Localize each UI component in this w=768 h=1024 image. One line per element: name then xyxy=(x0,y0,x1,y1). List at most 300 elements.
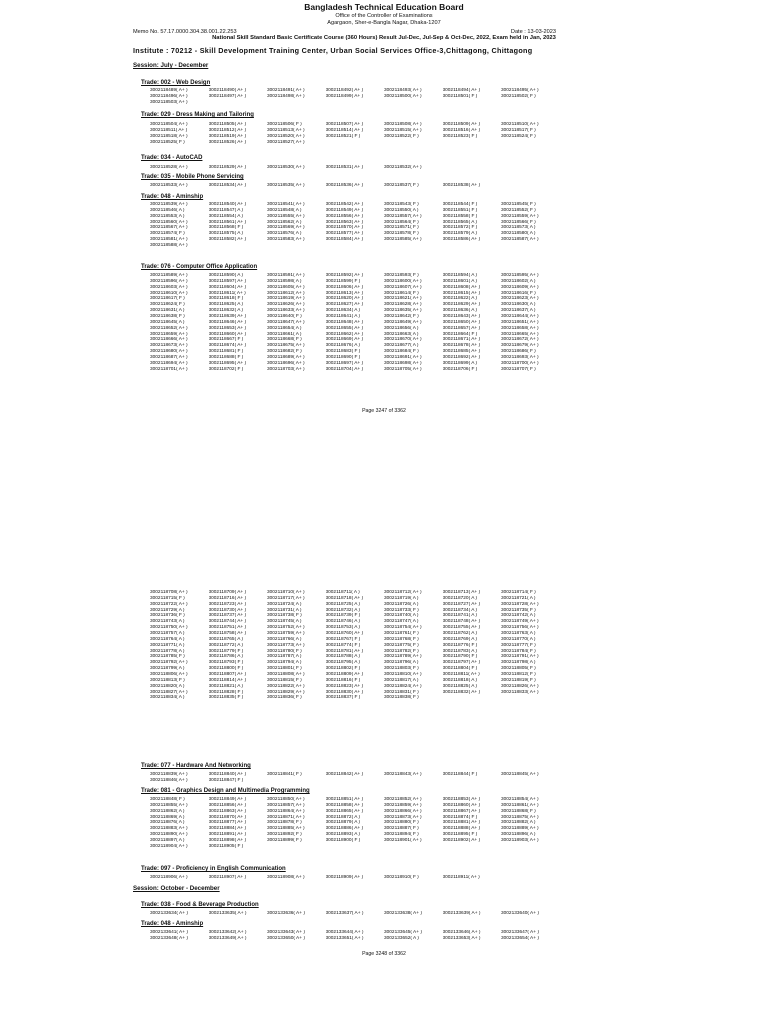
result-entry: 3002118533( A+ ) xyxy=(150,183,188,188)
result-entry: 3002118527( A+ ) xyxy=(267,139,305,145)
result-entry: 3002118570( A+ ) xyxy=(325,225,364,231)
result-entry: 3002118549( A+ ) xyxy=(325,207,364,213)
result-entry: 3002118514( A+ ) xyxy=(325,127,364,133)
trade-heading: Trade: 048 - Aminship xyxy=(141,921,204,927)
result-entry: 3002118684( F ) xyxy=(384,349,419,355)
result-entry: 3002118587( A+ ) xyxy=(501,237,539,243)
result-entry: 3002118701( A+ ) xyxy=(150,366,188,372)
office-line: Office of the Controller of Examinations xyxy=(335,13,433,19)
result-entry: 3002118776( F ) xyxy=(442,642,478,648)
result-entry: 3002133650( A+ ) xyxy=(267,935,305,941)
result-entry: 3002133639( A+ ) xyxy=(442,911,481,916)
result-entry: 3002118534( A+ ) xyxy=(208,183,247,188)
result-grid xyxy=(150,183,620,189)
result-entry: 3002118513( A+ ) xyxy=(267,127,305,133)
result-entry: 3002118567( A+ ) xyxy=(150,225,188,231)
result-entry: 3002118710( A+ ) xyxy=(267,590,305,595)
result-entry: 3002118790( F ) xyxy=(442,654,478,660)
result-entry: 3002118634( A ) xyxy=(325,308,361,314)
result-entry: 3002118879( A ) xyxy=(325,820,361,826)
result-entry: 3002118867( A+ ) xyxy=(442,808,481,814)
institute-line: Institute : 70212 - Skill Development Training Center, Urban Social Services Office-3,Chittagong, Chittagong xyxy=(133,46,533,55)
result-entry: 3002118560( A+ ) xyxy=(150,219,188,225)
result-entry: 3002118588( A+ ) xyxy=(150,243,188,249)
result-entry: 3002118811( A+ ) xyxy=(442,672,480,678)
result-entry: 3002118778( A ) xyxy=(150,648,185,654)
result-entry: 3002118516( A+ ) xyxy=(442,127,481,133)
result-entry: 3002118822( A+ ) xyxy=(267,683,305,689)
result-entry: 3002118633( A+ ) xyxy=(267,308,305,314)
result-entry: 3002118561( A+ ) xyxy=(208,219,247,225)
result-entry: 3002118900( F ) xyxy=(325,838,361,844)
result-entry: 3002118579( A ) xyxy=(442,231,478,237)
result-entry: 3002118553( A ) xyxy=(150,213,185,219)
result-entry: 3002118631( A ) xyxy=(150,308,185,314)
result-entry: 3002118708( A+ ) xyxy=(150,590,188,595)
result-entry: 3002118771( A ) xyxy=(150,642,185,648)
result-entry: 3002118731( A ) xyxy=(267,607,302,613)
trade-heading: Trade: 076 - Computer Office Application xyxy=(141,264,258,270)
result-entry: 3002118849( A+ ) xyxy=(208,797,247,802)
result-entry: 3002118675( A+ ) xyxy=(267,343,305,349)
result-entry: 3002118668( F ) xyxy=(267,337,302,343)
result-grid xyxy=(150,911,620,917)
address-line: Agargaon, Sher-e-Bangla Nagar, Dhaka-1207 xyxy=(327,20,441,26)
result-entry: 3002118546( A ) xyxy=(150,207,185,213)
result-entry: 3002118583( A+ ) xyxy=(267,237,305,243)
result-entry: 3002118627( A+ ) xyxy=(325,302,364,308)
result-entry: 3002118526( A+ ) xyxy=(208,139,247,145)
result-entry: 3002118636( A ) xyxy=(442,308,478,314)
result-entry: 3002118697( A+ ) xyxy=(325,360,364,366)
result-entry: 3002118845( A+ ) xyxy=(501,772,539,777)
result-entry: 3002133646( A+ ) xyxy=(442,930,481,935)
trade-heading: Trade: 077 - Hardware And Networking xyxy=(141,763,251,769)
result-entry: 3002118654( A ) xyxy=(267,325,302,331)
result-entry: 3002118728( A+ ) xyxy=(501,601,539,607)
result-entry: 3002118885( A+ ) xyxy=(267,826,305,832)
result-entry: 3002118698( A+ ) xyxy=(384,360,422,366)
result-entry: 3002118540( A+ ) xyxy=(208,202,247,207)
session-heading: Session: October - December xyxy=(133,885,220,892)
result-entry: 3002118884( A+ ) xyxy=(208,826,247,832)
result-entry: 3002118782( F ) xyxy=(384,648,419,654)
trade-heading: Trade: 081 - Graphics Design and Multimedia Programming xyxy=(141,788,310,794)
result-entry: 3002118818( A ) xyxy=(442,677,478,683)
result-entry: 3002118786( A ) xyxy=(208,654,244,660)
result-entry: 3002118730( A+ ) xyxy=(208,607,247,613)
result-entry: 3002118620( A+ ) xyxy=(325,296,364,302)
result-entry: 3002118817( A ) xyxy=(384,677,419,683)
result-entry: 3002118683( F ) xyxy=(325,349,361,355)
result-entry: 3002118729( A ) xyxy=(150,607,185,613)
result-entry: 3002118875( A+ ) xyxy=(501,814,539,820)
result-entry: 3002118565( A ) xyxy=(442,219,478,225)
result-entry: 3002118607( A+ ) xyxy=(384,284,422,290)
result-entry: 3002118738( F ) xyxy=(267,613,302,619)
result-entry: 3002118895( F ) xyxy=(442,832,478,838)
result-entry: 3002118853( A+ ) xyxy=(442,797,481,802)
result-entry: 3002118688( F ) xyxy=(208,355,244,361)
result-entry: 3002118740( A ) xyxy=(384,613,419,619)
result-entry: 3002133651( A+ ) xyxy=(325,935,364,941)
result-entry: 3002118651( A+ ) xyxy=(501,319,539,325)
result-entry: 3002118585( A+ ) xyxy=(384,237,422,243)
result-entry: 3002118839( A+ ) xyxy=(150,772,188,777)
result-entry: 3002118505( A+ ) xyxy=(208,122,247,127)
result-entry: 3002118504( A+ ) xyxy=(150,122,188,127)
result-entry: 3002118882( A ) xyxy=(501,820,536,826)
result-entry: 3002118720( A ) xyxy=(442,595,478,601)
result-entry: 3002118727( A+ ) xyxy=(442,601,481,607)
result-entry: 3002118787( A ) xyxy=(267,654,302,660)
result-entry: 3002118632( A ) xyxy=(208,308,244,314)
result-grid xyxy=(150,930,620,942)
result-entry: 3002118623( A+ ) xyxy=(501,296,539,302)
result-entry: 3002118866( A+ ) xyxy=(384,808,422,814)
result-entry: 3002118891( A+ ) xyxy=(208,832,247,838)
result-entry: 3002118592( A+ ) xyxy=(325,273,364,278)
result-entry: 3002118719( A ) xyxy=(384,595,419,601)
result-entry: 3002118758( A+ ) xyxy=(208,631,247,637)
result-entry: 3002118872( A ) xyxy=(325,814,361,820)
result-entry: 3002133637( A+ ) xyxy=(325,911,364,916)
result-entry: 3002118691( A+ ) xyxy=(384,355,422,361)
result-entry: 3002118843( A+ ) xyxy=(384,772,422,777)
result-entry: 3002118569( A+ ) xyxy=(267,225,305,231)
result-entry: 3002118824( A+ ) xyxy=(384,683,422,689)
result-entry: 3002118572( F ) xyxy=(442,225,478,231)
result-entry: 3002118820( A ) xyxy=(150,683,185,689)
result-entry: 3002118670( A+ ) xyxy=(384,337,422,343)
result-entry: 3002118687( A+ ) xyxy=(150,355,188,361)
result-entry: 3002118806( A+ ) xyxy=(150,672,188,678)
result-entry: 3002118721( A ) xyxy=(501,595,536,601)
result-entry: 3002118512( A+ ) xyxy=(208,127,247,133)
result-entry: 3002118858( A+ ) xyxy=(325,802,364,808)
result-entry: 3002118763( A ) xyxy=(501,631,536,637)
result-entry: 3002118889( A+ ) xyxy=(501,826,539,832)
result-entry: 3002118604( A+ ) xyxy=(208,284,247,290)
result-entry: 3002118829( A+ ) xyxy=(267,689,305,695)
result-entry: 3002118696( A+ ) xyxy=(267,360,305,366)
result-entry: 3002118883( A+ ) xyxy=(150,826,188,832)
result-entry: 3002118743( A ) xyxy=(150,619,185,625)
result-entry: 3002118804( F ) xyxy=(442,666,478,672)
result-entry: 3002118832( A+ ) xyxy=(442,689,481,695)
result-entry: 3002118611( A+ ) xyxy=(208,290,246,296)
page-gap xyxy=(0,460,768,560)
result-entry: 3002118508( A+ ) xyxy=(384,122,422,127)
result-entry: 3002118699( A ) xyxy=(442,360,478,366)
result-entry: 3002118800( F ) xyxy=(208,666,244,672)
result-entry: 3002118774( F ) xyxy=(325,642,361,648)
result-entry: 3002118522( F ) xyxy=(384,133,419,139)
result-entry: 3002118582( A+ ) xyxy=(208,237,247,243)
result-entry: 3002118624( F ) xyxy=(150,302,185,308)
result-entry: 3002118586( A+ ) xyxy=(442,237,481,243)
result-entry: 3002118614( F ) xyxy=(384,290,419,296)
result-entry: 3002118736( F ) xyxy=(150,613,185,619)
result-entry: 3002118523( F ) xyxy=(442,133,478,139)
result-entry: 3002118808( A+ ) xyxy=(267,672,305,678)
result-entry: 3002118764( A ) xyxy=(150,636,185,642)
course-title: National Skill Standard Basic Certificate Course (360 Hours) Result Jul-Dec, Jul-Sep & Oct-Dec, 2022, Exam held in Jan, 2023 xyxy=(212,35,556,41)
result-entry: 3002118897( A ) xyxy=(150,838,185,844)
result-entry: 3002118655( A+ ) xyxy=(325,325,364,331)
result-entry: 3002118797( A+ ) xyxy=(442,660,481,666)
result-entry: 3002118802( F ) xyxy=(325,666,361,672)
result-grid xyxy=(150,165,620,171)
result-entry: 3002118663( A ) xyxy=(384,331,419,337)
result-entry: 3002118739( F ) xyxy=(325,613,361,619)
result-entry: 3002118648( A+ ) xyxy=(325,319,364,325)
result-entry: 3002118550( A ) xyxy=(384,207,419,213)
result-entry: 3002118661( A ) xyxy=(267,331,302,337)
result-entry: 3002118541( A+ ) xyxy=(267,202,305,207)
result-entry: 3002118779( F ) xyxy=(208,648,244,654)
result-entry: 3002118566( F ) xyxy=(501,219,536,225)
result-entry: 3002118671( A+ ) xyxy=(442,337,481,343)
result-entry: 3002118781( A+ ) xyxy=(325,648,364,654)
result-entry: 3002118677( A ) xyxy=(384,343,419,349)
result-entry: 3002118492( A+ ) xyxy=(325,88,364,93)
memo-date: Date : 13-03-2023 xyxy=(510,29,556,35)
result-entry: 3002118870( A+ ) xyxy=(208,814,247,820)
result-entry: 3002118766( A ) xyxy=(267,636,302,642)
result-entry: 3002118649( A+ ) xyxy=(384,319,422,325)
result-entry: 3002133647( A+ ) xyxy=(501,930,539,935)
result-entry: 3002118640( F ) xyxy=(267,314,302,320)
result-grid xyxy=(150,202,620,249)
result-entry: 3002118536( A+ ) xyxy=(325,183,364,188)
result-entry: 3002118538( A+ ) xyxy=(442,183,481,188)
result-entry: 3002118783( A ) xyxy=(442,648,478,654)
result-entry: 3002118497( A+ ) xyxy=(208,93,247,99)
trade-heading: Trade: 038 - Food & Beverage Production xyxy=(141,902,259,908)
result-entry: 3002118552( F ) xyxy=(501,207,536,213)
result-entry: 3002133648( A+ ) xyxy=(150,935,188,941)
result-entry: 3002118772( A ) xyxy=(208,642,244,648)
result-entry: 3002118603( A+ ) xyxy=(150,284,188,290)
result-entry: 3002118784( F ) xyxy=(501,648,536,654)
result-entry: 3002118819( F ) xyxy=(501,677,536,683)
result-entry: 3002118756( A+ ) xyxy=(501,625,539,631)
result-entry: 3002118876( A ) xyxy=(150,820,185,826)
result-entry: 3002118744( A+ ) xyxy=(208,619,247,625)
result-entry: 3002118695( A+ ) xyxy=(208,360,247,366)
result-entry: 3002118658( A+ ) xyxy=(501,325,539,331)
result-entry: 3002118814( A+ ) xyxy=(208,677,247,683)
result-entry: 3002118606( A+ ) xyxy=(325,284,364,290)
result-entry: 3002118881( A+ ) xyxy=(442,820,481,826)
result-entry: 3002118578( F ) xyxy=(384,231,419,237)
result-entry: 3002118752( A+ ) xyxy=(267,625,305,631)
result-entry: 3002118890( A+ ) xyxy=(150,832,188,838)
result-entry: 3002118680( A+ ) xyxy=(150,349,188,355)
result-entry: 3002118842( A+ ) xyxy=(325,772,364,777)
result-entry: 3002118703( A+ ) xyxy=(267,366,305,372)
result-entry: 3002118531( A+ ) xyxy=(325,165,364,170)
result-entry: 3002118564( F ) xyxy=(384,219,419,225)
result-entry: 3002118625( A ) xyxy=(208,302,244,308)
result-entry: 3002118910( F ) xyxy=(384,875,419,880)
result-entry: 3002118747( A ) xyxy=(384,619,419,625)
result-entry: 3002118737( A+ ) xyxy=(208,613,247,619)
result-entry: 3002118581( A+ ) xyxy=(150,237,188,243)
result-entry: 3002118568( F ) xyxy=(208,225,244,231)
result-entry: 3002118510( A+ ) xyxy=(501,122,539,127)
result-entry: 3002118599( F ) xyxy=(325,278,361,284)
result-entry: 3002118626( A+ ) xyxy=(267,302,305,308)
result-entry: 3002118767( F ) xyxy=(325,636,361,642)
board-title: Bangladesh Technical Education Board xyxy=(304,2,464,12)
result-entry: 3002118712( A+ ) xyxy=(384,590,422,595)
result-entry: 3002118571( F ) xyxy=(384,225,419,231)
result-entry: 3002118762( A ) xyxy=(442,631,478,637)
result-entry: 3002118905( F ) xyxy=(208,843,244,849)
result-entry: 3002118551( F ) xyxy=(442,207,478,213)
result-entry: 3002118690( F ) xyxy=(325,355,361,361)
result-entry: 3002118907( A+ ) xyxy=(208,875,247,880)
result-entry: 3002133634( A+ ) xyxy=(150,911,188,916)
result-entry: 3002118901( A+ ) xyxy=(384,838,422,844)
result-entry: 3002133635( A+ ) xyxy=(208,911,247,916)
result-entry: 3002118868( F ) xyxy=(501,808,536,814)
result-entry: 3002118742( A ) xyxy=(501,613,536,619)
result-entry: 3002118647( A+ ) xyxy=(267,319,305,325)
result-entry: 3002118840( A+ ) xyxy=(208,772,247,777)
result-entry: 3002118673( A+ ) xyxy=(150,343,188,349)
result-entry: 3002118726( A ) xyxy=(384,601,419,607)
result-entry: 3002118621( A+ ) xyxy=(384,296,422,302)
result-entry: 3002118529( A+ ) xyxy=(208,165,247,170)
result-entry: 3002118857( A+ ) xyxy=(267,802,305,808)
result-entry: 3002118628( A+ ) xyxy=(384,302,422,308)
result-entry: 3002118791( A+ ) xyxy=(501,654,539,660)
result-entry: 3002118653( A+ ) xyxy=(208,325,247,331)
result-entry: 3002133638( A+ ) xyxy=(384,911,422,916)
result-entry: 3002118598( A ) xyxy=(267,278,302,284)
result-entry: 3002118833( A+ ) xyxy=(501,689,539,695)
result-entry: 3002118678( A+ ) xyxy=(442,343,481,349)
result-entry: 3002118801( F ) xyxy=(267,666,302,672)
result-entry: 3002118646( A+ ) xyxy=(208,319,247,325)
result-entry: 3002118785( F ) xyxy=(150,654,185,660)
result-entry: 3002118629( A+ ) xyxy=(442,302,481,308)
result-entry: 3002118669( A+ ) xyxy=(325,337,364,343)
result-entry: 3002118871( A+ ) xyxy=(267,814,305,820)
result-entry: 3002118577( A+ ) xyxy=(325,231,364,237)
result-entry: 3002118856( A+ ) xyxy=(208,802,247,808)
result-entry: 3002118765( A ) xyxy=(208,636,244,642)
result-entry: 3002118537( F ) xyxy=(384,183,419,188)
trade-heading: Trade: 035 - Mobile Phone Servicing xyxy=(141,174,244,180)
result-entry: 3002118694( A+ ) xyxy=(150,360,188,366)
result-entry: 3002118664( F ) xyxy=(442,331,478,337)
result-entry: 3002118873( A+ ) xyxy=(384,814,422,820)
result-entry: 3002118810( A+ ) xyxy=(384,672,422,678)
result-entry: 3002118594( A ) xyxy=(442,273,478,278)
result-entry: 3002118605( A+ ) xyxy=(267,284,305,290)
result-entry: 3002118555( A+ ) xyxy=(267,213,305,219)
result-entry: 3002118609( A+ ) xyxy=(501,284,539,290)
result-entry: 3002133643( A+ ) xyxy=(267,930,305,935)
result-entry: 3002118502( F ) xyxy=(501,93,536,99)
result-entry: 3002118528( A+ ) xyxy=(150,165,188,170)
result-entry: 3002118490( A+ ) xyxy=(208,88,247,93)
result-entry: 3002118666( A+ ) xyxy=(150,337,188,343)
result-entry: 3002118828( F ) xyxy=(208,689,244,695)
result-entry: 3002118723( A+ ) xyxy=(208,601,247,607)
result-entry: 3002118837( F ) xyxy=(325,695,361,701)
result-entry: 3002118575( A ) xyxy=(208,231,244,237)
result-entry: 3002118591( A+ ) xyxy=(267,273,305,278)
result-entry: 3002118860( A+ ) xyxy=(442,802,481,808)
result-entry: 3002118732( A ) xyxy=(325,607,361,613)
result-entry: 3002118741( A ) xyxy=(442,613,478,619)
result-entry: 3002118639( A+ ) xyxy=(208,314,247,320)
result-entry: 3002118733( F ) xyxy=(384,607,419,613)
result-entry: 3002118692( A+ ) xyxy=(442,355,481,361)
result-entry: 3002118679( A+ ) xyxy=(501,343,539,349)
result-entry: 3002118888( A+ ) xyxy=(442,826,481,832)
result-entry: 3002118685( A+ ) xyxy=(442,349,481,355)
result-entry: 3002118645( A ) xyxy=(150,319,185,325)
result-entry: 3002118841( F ) xyxy=(267,772,302,777)
result-entry: 3002118773( A+ ) xyxy=(267,642,305,648)
result-entry: 3002118630( A ) xyxy=(501,302,536,308)
result-entry: 3002118584( A+ ) xyxy=(325,237,364,243)
result-entry: 3002118816( F ) xyxy=(325,677,361,683)
result-entry: 3002133636( A+ ) xyxy=(267,911,305,916)
result-entry: 3002118617( F ) xyxy=(150,296,185,302)
result-entry: 3002118593( F ) xyxy=(384,273,419,278)
result-entry: 3002118539( A+ ) xyxy=(150,202,188,207)
result-entry: 3002118878( F ) xyxy=(267,820,302,826)
result-entry: 3002118827( A+ ) xyxy=(150,689,188,695)
result-entry: 3002118831( F ) xyxy=(384,689,419,695)
result-entry: 3002118902( A+ ) xyxy=(442,838,481,844)
result-entry: 3002118573( A ) xyxy=(501,225,536,231)
result-entry: 3002118656( A ) xyxy=(384,325,419,331)
result-entry: 3002118869( A ) xyxy=(150,814,185,820)
result-entry: 3002118700( A+ ) xyxy=(501,360,539,366)
result-entry: 3002133649( A+ ) xyxy=(208,935,247,941)
result-entry: 3002118836( F ) xyxy=(267,695,302,701)
result-entry: 3002118602( A ) xyxy=(501,278,536,284)
result-entry: 3002118589( A+ ) xyxy=(150,273,188,278)
result-entry: 3002118493( A+ ) xyxy=(384,88,422,93)
result-grid xyxy=(150,772,620,784)
result-entry: 3002118554( A ) xyxy=(208,213,244,219)
result-entry: 3002118789( A+ ) xyxy=(384,654,422,660)
result-entry: 3002118893( A ) xyxy=(325,832,361,838)
result-entry: 3002118520( A+ ) xyxy=(267,133,305,139)
result-entry: 3002118838( F ) xyxy=(384,695,419,701)
result-entry: 3002118707( F ) xyxy=(501,366,536,372)
result-entry: 3002118830( A+ ) xyxy=(325,689,364,695)
result-entry: 3002118725( A ) xyxy=(325,601,361,607)
result-entry: 3002118748( A+ ) xyxy=(442,619,481,625)
result-entry: 3002118543( F ) xyxy=(384,202,419,207)
result-entry: 3002133654( A+ ) xyxy=(501,935,539,941)
result-entry: 3002118650( A+ ) xyxy=(442,319,481,325)
result-entry: 3002118709( A+ ) xyxy=(208,590,247,595)
result-entry: 3002118777( F ) xyxy=(501,642,536,648)
result-entry: 3002118899( F ) xyxy=(267,838,302,844)
result-entry: 3002118835( F ) xyxy=(208,695,244,701)
